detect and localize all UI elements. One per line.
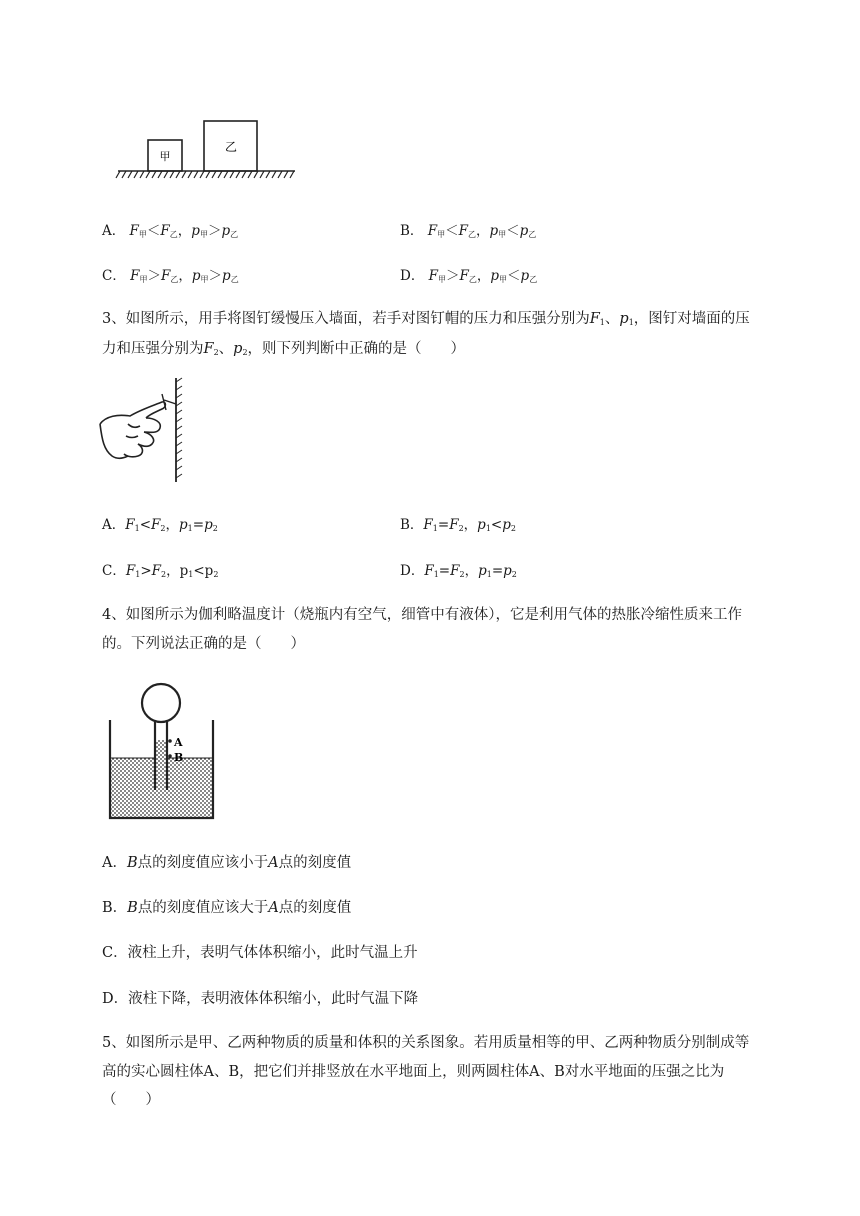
point-b-label: B [174, 751, 184, 764]
q2-option-d[interactable]: D． $F_甲>F_乙$，$p_甲<p_乙$ [400, 268, 538, 284]
point-a-label: A [174, 736, 183, 749]
q3-option-d[interactable]: D．$F_1=F_2$，$p_1=p_2$ [400, 563, 517, 579]
q3-stem-line1: 3、如图所示，用手将图钉缓慢压入墙面，若手对图钉帽的压力和压强分别为$F_1$、$p_1$，图钉对墙面的压 [102, 311, 750, 327]
q2-option-a[interactable]: A． $F_甲<F_乙$，$p_甲>p_乙$ [102, 223, 239, 239]
q3-figure [98, 376, 193, 484]
q2-figure [115, 115, 300, 185]
hand [100, 402, 165, 458]
q4-option-a[interactable]: A．B点的刻度值应该小于A点的刻度值 [102, 855, 352, 871]
q2-option-c[interactable]: C． $F_甲>F_乙$，$p_甲>p_乙$ [102, 268, 239, 284]
q3-option-c[interactable]: C．$F_1>F_2$，$p_1<p_2$ [102, 563, 219, 579]
q4-option-c[interactable]: C．液柱上升，表明气体体积缩小，此时气温上升 [102, 945, 418, 961]
box-jia-label: 甲 [159, 150, 171, 163]
q2-option-b[interactable]: B． $F_甲<F_乙$，$p_甲<p_乙$ [400, 223, 537, 239]
q4-figure [106, 680, 218, 822]
q4-option-b[interactable]: B．B点的刻度值应该大于A点的刻度值 [102, 900, 352, 916]
box-yi-label: 乙 [224, 140, 238, 154]
q3-option-b[interactable]: B．$F_1=F_2$，$p_1<p_2$ [400, 517, 516, 533]
point-b-marker [168, 754, 172, 758]
tube-liquid [155, 740, 167, 790]
q5-stem-line3: （ ） [102, 1092, 160, 1108]
q4-option-d[interactable]: D．液柱下降，表明液体体积缩小，此时气温下降 [102, 991, 419, 1007]
q5-stem-line1: 5、如图所示是甲、乙两种物质的质量和体积的关系图象。若用质量相等的甲、乙两种物质分别制成等 [102, 1035, 750, 1051]
flask-bulb [142, 684, 180, 722]
q3-stem-line2: 力和压强分别为$F_2$、$p_2$，则下列判断中正确的是（ ） [102, 341, 466, 357]
q3-option-a[interactable]: A．$F_1<F_2$，$p_1=p_2$ [102, 517, 218, 533]
ground-hatching [116, 171, 294, 178]
point-a-marker [168, 739, 172, 743]
q4-stem-line1: 4、如图所示为伽利略温度计（烧瓶内有空气，细管中有液体），它是利用气体的热胀冷缩性质来工作 [102, 607, 742, 623]
q5-stem-line2: 高的实心圆柱体A、B，把它们并排竖放在水平地面上，则两圆柱体A、B对水平地面的压强之比为 [102, 1064, 725, 1080]
q4-stem-line2: 的。下列说法正确的是（ ） [102, 636, 305, 652]
